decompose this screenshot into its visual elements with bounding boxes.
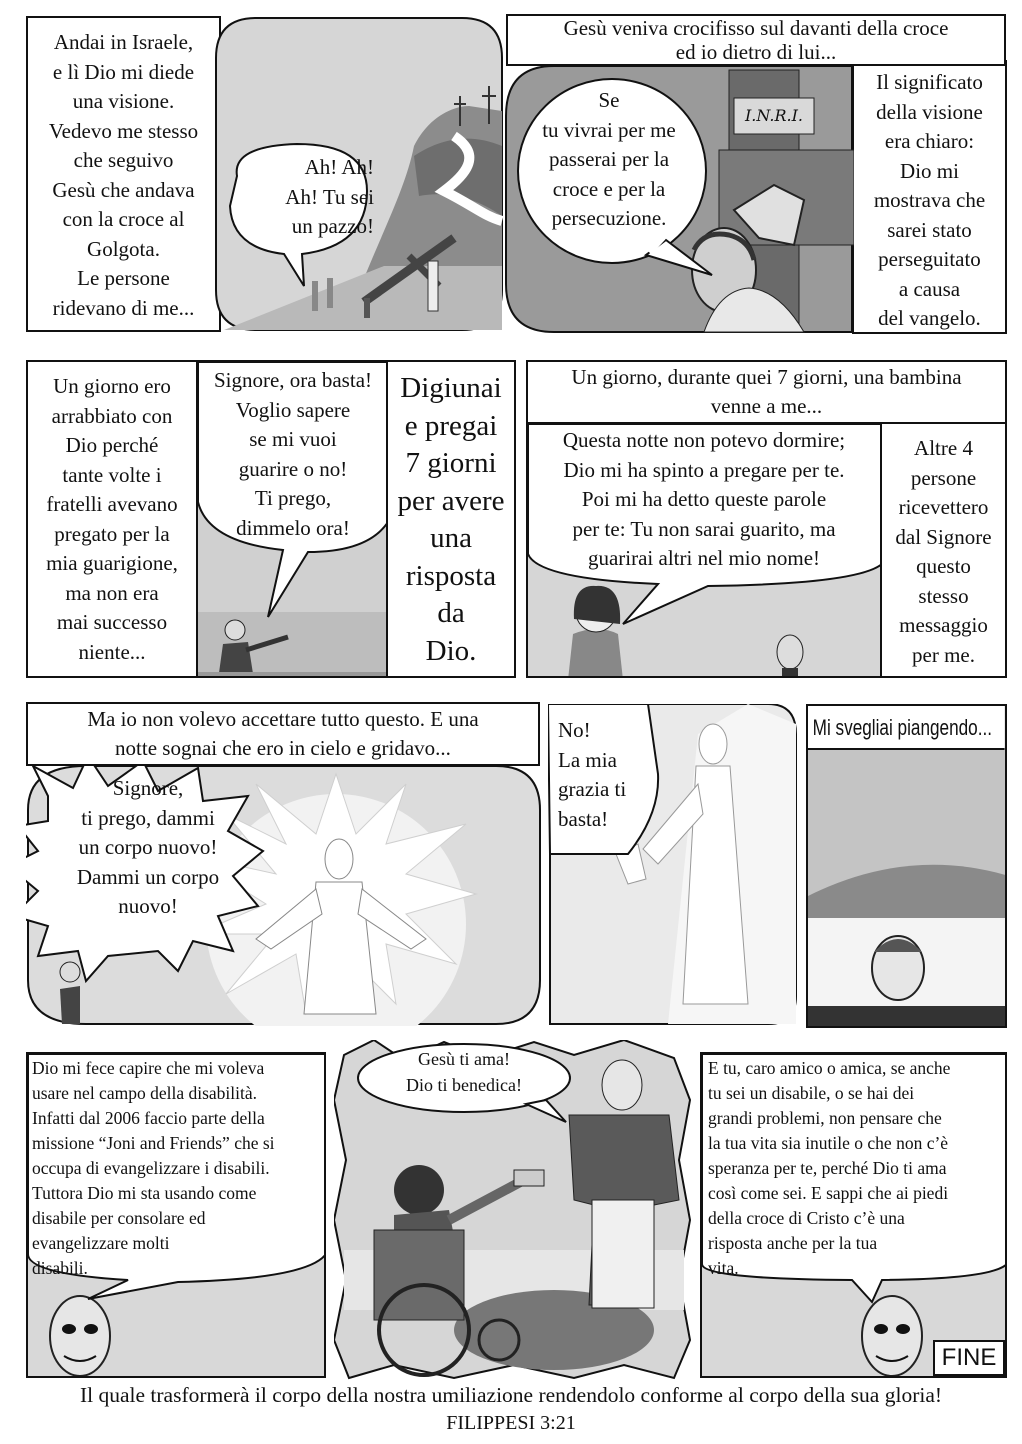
shout-bubble-text: Signore, ti prego, dammi un corpo nuovo! Dammi un corpo nuovo! bbox=[76, 776, 220, 918]
panel-heaven bbox=[26, 764, 542, 1026]
panel-israel-narration bbox=[26, 16, 221, 332]
panel-others bbox=[880, 422, 1007, 678]
panel-greeting bbox=[334, 1040, 692, 1380]
end-label: FINE bbox=[933, 1340, 1005, 1376]
panel-mission bbox=[26, 1052, 326, 1378]
panel-girl bbox=[526, 422, 882, 678]
caption-dream: Ma io non volevo accettare tutto questo. E una notte sognai che ero in cielo e gridavo... bbox=[26, 702, 540, 766]
panel-crucifixion bbox=[504, 60, 854, 334]
angry-narration-text: Un giorno ero arrabbiato con Dio perché tante volte i fratelli avevano pregato per la mia guarigione, ma non era mai successo niente... bbox=[46, 374, 178, 664]
panel-meaning bbox=[852, 60, 1007, 334]
meaning-text: Il significato della visione era chiaro: Dio mi mostrava che sarei stato perseguitato a causa del vangelo. bbox=[873, 70, 986, 330]
caption-crucifixion: Gesù veniva crocifisso sul davanti della croce ed io dietro di lui... bbox=[506, 14, 1006, 66]
caption-wake: Mi svegliai piangendo... bbox=[808, 706, 1005, 750]
footer-verse: Il quale trasformerà il corpo della nostra umiliazione rendendolo conforme al corpo della sua gloria! bbox=[79, 1383, 943, 1407]
panel-angry-narration bbox=[26, 360, 198, 678]
friend-text: E tu, caro amico o amica, se anche tu sei un disabile, o se hai dei grandi problemi, non pensare che la tua vita sia inutile o che non c’è speranza per te, perché Dio ti ama così come sei. E sappi che ai piedi della croce di Cristo c’è una risposta anche per la tua vita. bbox=[708, 1058, 951, 1278]
panel-wake bbox=[806, 704, 1007, 1028]
footer-reference: FILIPPESI 3:21 bbox=[446, 1412, 576, 1434]
greeting-bubble-text: Gesù ti ama! Dio ti benedica! bbox=[406, 1049, 522, 1095]
grace-bubble-text: No! La mia grazia ti basta! bbox=[558, 718, 627, 831]
narration-israel: Andai in Israele, e lì Dio mi diede una visione. Vedevo me stesso che seguivo Gesù che andava con la croce al Golgota. Le persone ridevano di me... bbox=[48, 30, 199, 320]
mock-bubble-text: Ah! Ah! Ah! Tu sei un pazzo! bbox=[285, 155, 374, 238]
girl-bubble-text: Questa notte non potevo dormire; Dio mi ha spinto a pregare per te. Poi mi ha detto queste parole per te: Tu non sarai guarito, ma guarirai altri nel mio nome! bbox=[562, 428, 846, 570]
caption-girl: Un giorno, durante quei 7 giorni, una bambina venne a me... bbox=[526, 360, 1007, 424]
panel-grace bbox=[548, 704, 798, 1026]
wake-illustration bbox=[808, 706, 1007, 1028]
mission-text: Dio mi fece capire che mi voleva usare nel campo della disabilità. Infatti dal 2006 faccio parte della missione “Joni and Friends” che si occupa di evangelizzare i disabili. Tuttora Dio mi sta usando come disabile per consolare ed evangelizzare molti disabili. bbox=[32, 1058, 275, 1278]
panel-fasting bbox=[386, 360, 516, 678]
prayer-bubble-text: Signore, ora basta! Voglio sapere se mi vuoi guarire o no! Ti prego, dimmelo ora! bbox=[213, 368, 373, 540]
panel-prayer bbox=[196, 360, 388, 678]
panel-golgotha bbox=[214, 16, 504, 332]
fasting-text: Digiunai e pregai 7 giorni per avere una risposta da Dio. bbox=[397, 372, 505, 667]
others-text: Altre 4 persone ricevettero dal Signore questo stesso messaggio per me. bbox=[895, 436, 992, 667]
jesus-bubble-text: Se tu vivrai per me passerai per la croce e per la persecuzione. bbox=[542, 88, 676, 230]
panel-friend bbox=[700, 1052, 1007, 1378]
inri-sign: I.N.R.I. bbox=[744, 106, 803, 125]
